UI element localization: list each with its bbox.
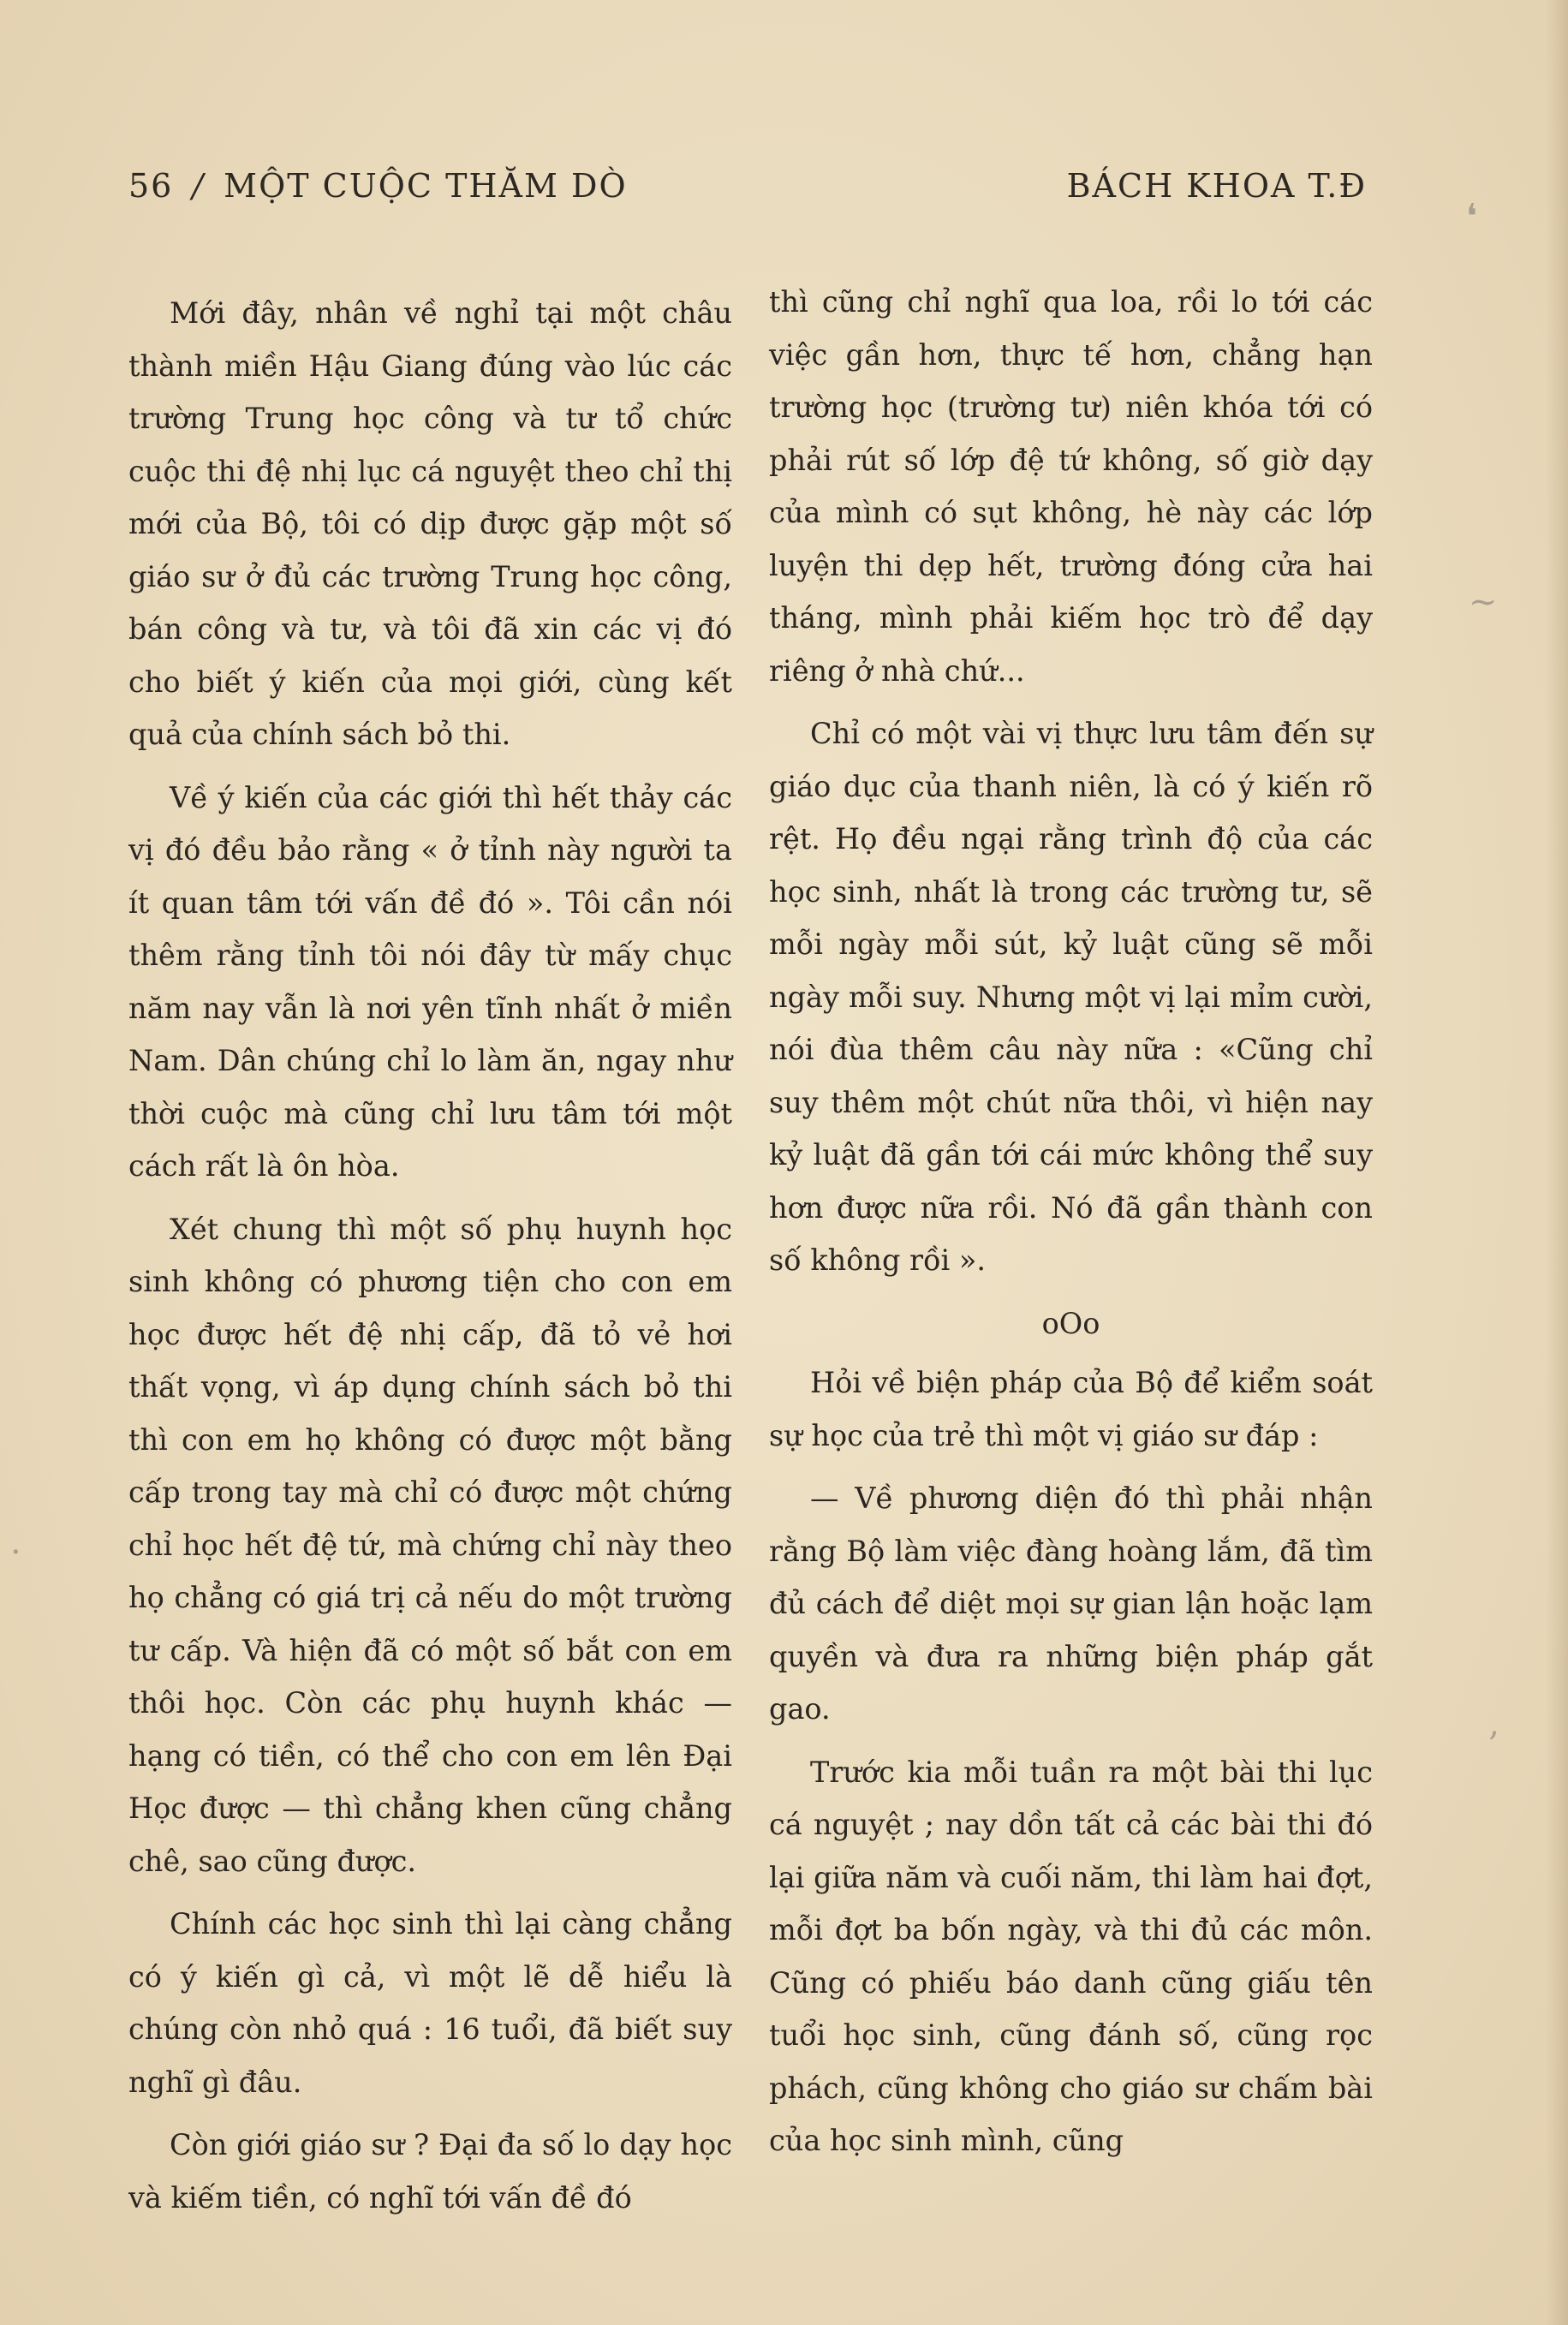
- paragraph: Mới đây, nhân về nghỉ tại một châu thành miền Hậu Giang đúng vào lúc các trường Trung học công và tư tổ chức cuộc thi đệ nhị lục cá nguyệt theo chỉ thị mới của Bộ, tôi có dịp được gặp một số giáo sư ở đủ các trường Trung học công, bán công và tư, và tôi đã xin các vị đó cho biết ý kiến của mọi giới, cùng kết quả của chính sách bỏ thi.: [128, 296, 732, 751]
- paragraph: Chính các học sinh thì lại càng chẳng có ý kiến gì cả, vì một lẽ dễ hiểu là chúng còn nhỏ quá : 16 tuổi, đã biết suy nghĩ gì đâu.: [128, 1907, 732, 2099]
- paragraph: thì cũng chỉ nghĩ qua loa, rồi lo tới các việc gần hơn, thực tế hơn, chẳng hạn trường học (trường tư) niên khóa tới có phải rút số lớp đệ tứ không, số giờ dạy của mình có sụt không, hè này các lớp luyện thi dẹp hết, trường đóng cửa hai tháng, mình phải kiếm học trò để dạy riêng ở nhà chứ...: [769, 285, 1373, 688]
- paragraph: Hỏi về biện pháp của Bộ để kiểm soát sự học của trẻ thì một vị giáo sư đáp :: [769, 1366, 1373, 1452]
- section-title: MỘT CUỘC THĂM DÒ: [224, 167, 628, 205]
- paper-blemish: ❛: [1466, 197, 1477, 236]
- paragraph: Chỉ có một vài vị thực lưu tâm đến sự giáo dục của thanh niên, là có ý kiến rõ rệt. Họ đều ngại rằng trình độ của các học sinh, nhất là trong các trường tư, sẽ mỗi ngày mỗi sút, kỷ luật cũng sẽ mỗi ngày mỗi suy. Nhưng một vị lại mỉm cười, nói đùa thêm câu này nữa : «Cũng chỉ suy thêm một chút nữa thôi, vì hiện nay kỷ luật đã gần tới cái mức không thể suy hơn được nữa rồi. Nó đã gần thành con số không rồi ».: [769, 717, 1373, 1277]
- paragraph: Còn giới giáo sư ? Đại đa số lo dạy học và kiếm tiền, có nghĩ tới vấn đề đó: [128, 2128, 732, 2215]
- paragraph: Về ý kiến của các giới thì hết thảy các vị đó đều bảo rằng « ở tỉnh này người ta ít quan tâm tới vấn đề đó ». Tôi cần nói thêm rằng tỉnh tôi nói đây từ mấy chục năm nay vẫn là nơi yên tĩnh nhất ở miền Nam. Dân chúng chỉ lo làm ăn, ngay như thời cuộc mà cũng chỉ lưu tâm tới một cách rất là ôn hòa.: [128, 780, 732, 1183]
- page-header: [128, 167, 1367, 205]
- section-divider: oOo: [1041, 1306, 1100, 1340]
- page-number: 56: [128, 167, 174, 205]
- right-column: [769, 276, 1373, 2178]
- publication-name: BÁCH KHOA T.Đ: [1066, 167, 1367, 205]
- header-separator: /: [192, 167, 206, 205]
- left-column: [128, 287, 732, 2234]
- paper-blemish: ~: [1469, 582, 1498, 622]
- paper-blemish: ·: [10, 1533, 21, 1572]
- paper-blemish: ‚: [1488, 1704, 1499, 1744]
- paragraph: — Về phương diện đó thì phải nhận rằng Bộ làm việc đàng hoàng lắm, đã tìm đủ cách để diệt mọi sự gian lận hoặc lạm quyền và đưa ra những biện pháp gắt gao.: [769, 1481, 1373, 1726]
- header-left: [128, 167, 628, 205]
- paragraph: Xét chung thì một số phụ huynh học sinh không có phương tiện cho con em học được hết đệ nhị cấp, đã tỏ vẻ hơi thất vọng, vì áp dụng chính sách bỏ thi thì con em họ không có được một bằng cấp trong tay mà chỉ có được một chứng chỉ học hết đệ tứ, mà chứng chỉ này theo họ chẳng có giá trị cả nếu do một trường tư cấp. Và hiện đã có một số bắt con em thôi học. Còn các phụ huynh khác — hạng có tiền, có thể cho con em lên Đại Học được — thì chẳng khen cũng chẳng chê, sao cũng được.: [128, 1212, 732, 1878]
- paragraph: Trước kia mỗi tuần ra một bài thi lục cá nguyệt ; nay dồn tất cả các bài thi đó lại giữa năm và cuối năm, thi làm hai đợt, mỗi đợt ba bốn ngày, và thi đủ các môn. Cũng có phiếu báo danh cũng giấu tên tuổi học sinh, cũng đánh số, cũng rọc phách, cũng không cho giáo sư chấm bài của học sinh mình, cũng: [769, 1755, 1373, 2157]
